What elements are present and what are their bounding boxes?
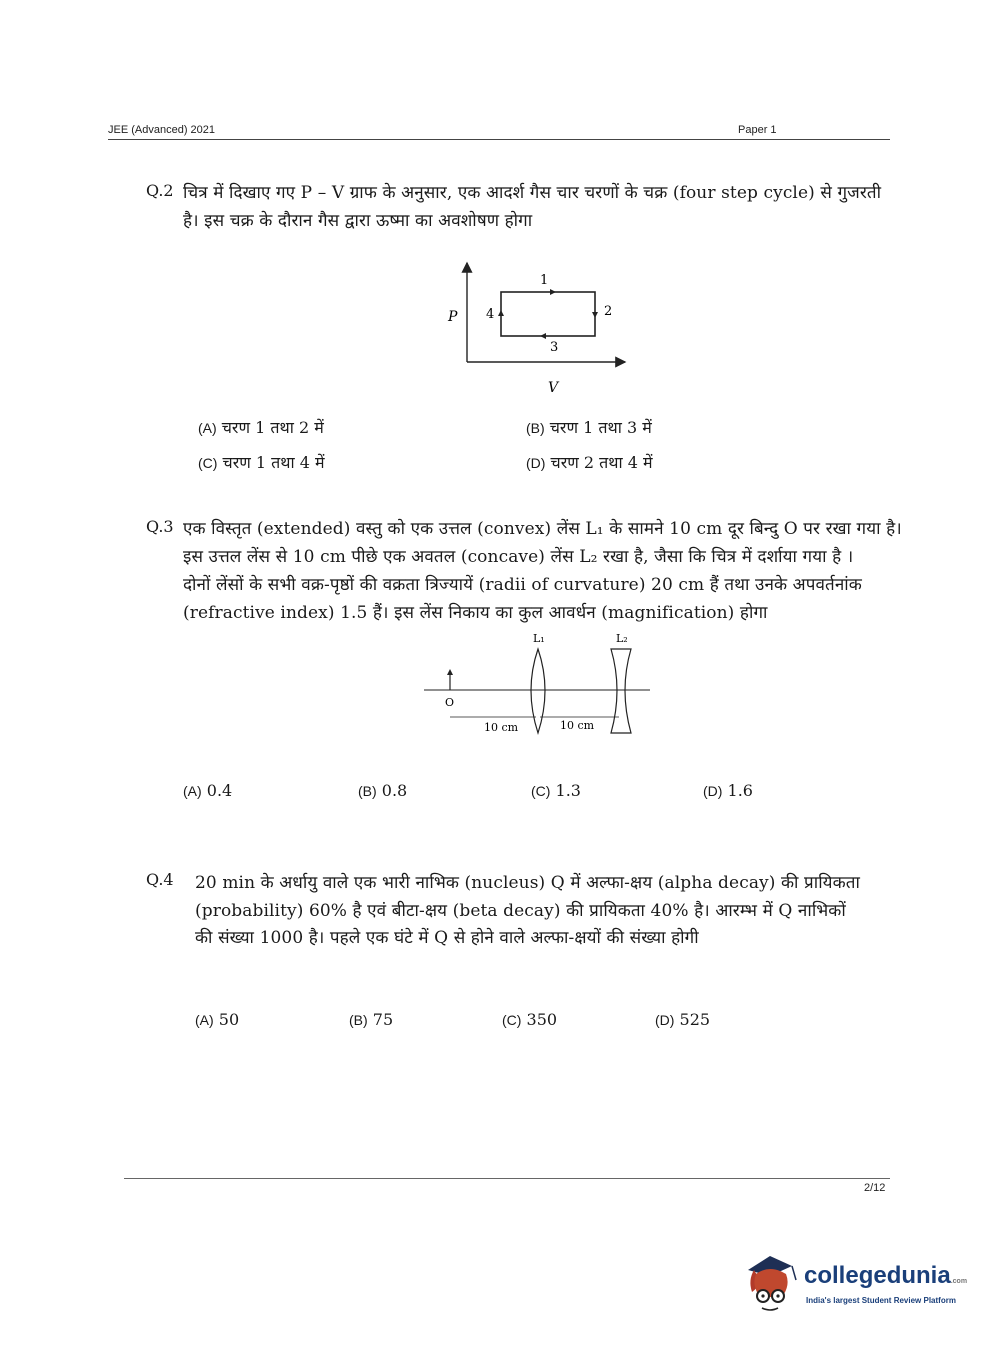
option-text: चरण 1 तथा 3 में [549,418,652,437]
arrow-step-1 [550,289,556,295]
option-a [198,416,324,438]
option-c [502,1010,557,1029]
question-number: Q.3 [146,517,174,536]
object-label: O [445,696,455,709]
question-text-line: 20 min के अर्धायु वाले एक भारी नाभिक (nucleus) Q में अल्फा-क्षय (alpha decay) की प्रायिकता [195,873,860,893]
option-c [198,451,325,473]
option-text: 0.4 [206,781,233,800]
header-rule [108,139,890,140]
option-label: (B) [358,783,377,799]
step-label: 3 [550,340,559,355]
option-d [526,451,653,473]
option-a [183,781,232,800]
convex-lens [531,649,545,733]
option-label: (B) [526,420,545,436]
concave-lens [611,649,631,733]
step-label: 1 [540,273,549,288]
option-label: (C) [502,1012,522,1028]
question-text-line: इस उत्तल लेंस से 10 cm पीछे एक अवतल (concave) लेंस L₂ रखा है, जैसा कि चित्र में दर्शाया गया है । [183,547,854,567]
x-axis-label: V [548,380,559,396]
step-label: 4 [486,307,495,322]
option-b [358,781,407,800]
question-text-line: है। इस चक्र के दौरान गैस द्वारा ऊष्मा का अवशोषण होगा [183,211,533,231]
option-label: (C) [531,783,551,799]
lens2-label: L₂ [616,632,628,645]
header-paper: Paper 1 [738,124,777,136]
option-b [349,1010,393,1029]
option-label: (D) [526,455,546,471]
question-text-line: (probability) 60% है एवं बीटा-क्षय (beta decay) की प्रायिकता 40% है। आरम्भ में Q नाभिकों [195,901,846,921]
footer-rule [124,1178,890,1179]
option-label: (A) [183,783,202,799]
question-text-line: चित्र में दिखाए गए P – V ग्राफ के अनुसार, एक आदर्श गैस चार चरणों के चक्र (four step cycle) से गुजरती [183,183,882,203]
brand-wordmark: collegedunia [804,1262,951,1289]
option-text: 1.6 [727,781,753,800]
question-text-line: की संख्या 1000 है। पहले एक घंटे में Q से होने वाले अल्फा-क्षयों की संख्या होगी [195,928,699,948]
option-label: (D) [655,1012,675,1028]
brand-suffix: .com [950,1278,968,1285]
option-label: (C) [198,455,218,471]
distance-label: 10 cm [560,719,595,732]
option-c [531,781,581,800]
option-text: 75 [372,1010,394,1029]
option-d [655,1010,710,1029]
option-d [703,781,753,800]
question-number: Q.4 [146,870,174,889]
option-label: (B) [349,1012,368,1028]
option-a [195,1010,239,1029]
question-text-line: (refractive index) 1.5 हैं। इस लेंस निकाय का कुल आवर्धन (magnification) होगा [183,603,768,623]
option-label: (A) [198,420,217,436]
object-arrow-head [447,669,453,675]
step-label: 2 [604,304,613,319]
mascot-icon [740,1248,804,1318]
option-text: चरण 1 तथा 2 में [221,418,324,437]
question-text-line: एक विस्तृत (extended) वस्तु को एक उत्तल (convex) लेंस L₁ के सामने 10 cm दूर बिन्दु O पर रखा गया है। [183,519,902,539]
option-label: (A) [195,1012,214,1028]
brand-name [804,1262,967,1290]
lens1-label: L₁ [533,632,545,645]
distance-label: 10 cm [484,721,519,734]
option-text: 1.3 [555,781,581,800]
arrow-step-3 [540,333,546,339]
brand-tagline: India's largest Student Review Platform [806,1296,956,1305]
y-axis-label: P [448,309,458,325]
arrow-step-2 [592,312,598,318]
question-text-line: दोनों लेंसों के सभी वक्र-पृष्ठों की वक्रता त्रिज्यायें (radii of curvature) 20 cm हैं तथा उनके अपवर्तनांक [183,575,862,595]
brand-logo[interactable] [740,1248,972,1320]
option-text: 525 [679,1010,711,1029]
page-number: 2/12 [864,1182,886,1194]
option-label: (D) [703,783,723,799]
option-text: चरण 1 तथा 4 में [222,453,325,472]
header-exam-title: JEE (Advanced) 2021 [108,124,216,136]
option-b [526,416,652,438]
cycle-rectangle [501,292,595,336]
question-number: Q.2 [146,181,174,200]
lens-system-diagram [420,627,655,742]
arrow-step-4 [498,310,504,316]
option-text: 0.8 [381,781,408,800]
option-text: चरण 2 तथा 4 में [550,453,653,472]
pv-cycle-diagram [430,255,640,400]
option-text: 350 [526,1010,558,1029]
option-text: 50 [218,1010,240,1029]
